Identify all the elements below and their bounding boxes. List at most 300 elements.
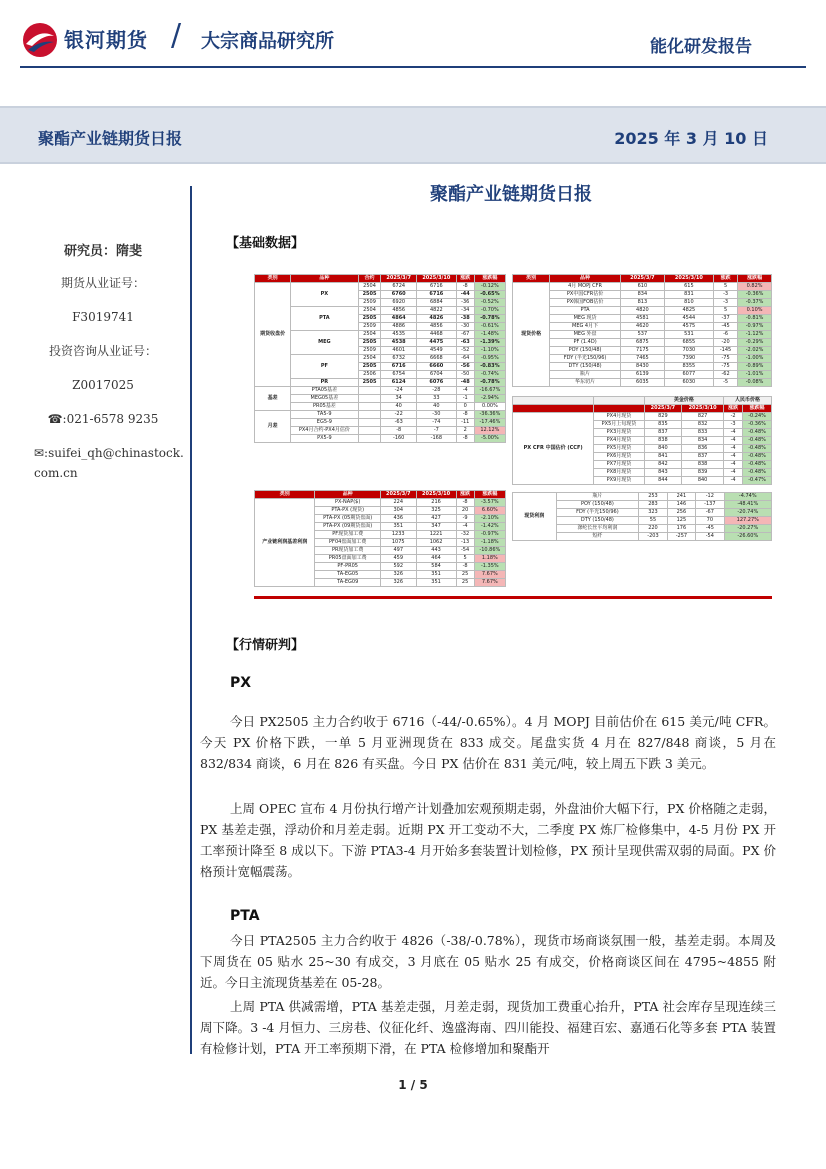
- pta-paragraph-2: 上周 PTA 供减需增，PTA 基差走强，月差走弱，现货加工费重心抬升，PTA 社会库存呈现连续三周下降。3 -4 月恒力、三房巷、仪征化纤、逸盛海南、四川能投、福建百宏、嘉通石化等多套 PTA 装置有检修计划，PTA 开工率预期下滑，在 PTA 检修增加和聚酯开: [200, 999, 776, 1056]
- analyst-name: 研究员：隋斐: [63, 244, 142, 259]
- futures-cell: -0.78%: [474, 379, 505, 387]
- margin-cell: PX-NAP($): [315, 499, 380, 507]
- spot-row: [513, 315, 772, 323]
- email-contact[interactable]: ✉:suifei_qh@chinastock.com.cn: [34, 446, 184, 480]
- margin-cell: 1221: [416, 531, 456, 539]
- margin-cell: PF04盘面加工费: [315, 539, 380, 547]
- px-cfr-cell: PX9月现货: [594, 477, 644, 485]
- px-heading: PX: [230, 675, 252, 691]
- spot-cell: MEG 4月下: [550, 323, 621, 331]
- spot-row: [513, 363, 772, 371]
- futures-cell: -0.83%: [474, 363, 505, 371]
- spot-cell: DTY (150/48): [550, 363, 621, 371]
- page-number: 1 / 5: [398, 1078, 428, 1092]
- futures-cell: -0.78%: [474, 315, 505, 323]
- table-header-cell: 品种: [315, 491, 380, 499]
- px-cfr-cell: 833: [682, 429, 724, 437]
- pta-heading: PTA: [230, 908, 260, 924]
- px-cfr-cell: -2: [724, 413, 743, 421]
- margin-cell: 592: [380, 563, 416, 571]
- month-spread-name: TA5-9: [291, 411, 359, 419]
- sidebar-divider: [190, 186, 192, 1054]
- px-cfr-cell: 838: [644, 437, 682, 445]
- spot-cell: 4620: [620, 323, 664, 331]
- px-cfr-header: [513, 405, 772, 413]
- futures-cell: 6920: [381, 299, 417, 307]
- month-spread-blank: [358, 419, 381, 427]
- futures-cell: -63: [456, 339, 474, 347]
- spot-margin-cell: -54: [696, 533, 724, 541]
- spot-cell: 4575: [664, 323, 713, 331]
- margin-cell: 7.67%: [474, 579, 505, 587]
- spot-margin-cell: 241: [667, 493, 695, 501]
- product-name: PX: [291, 283, 359, 307]
- futures-cell: 4856: [416, 323, 456, 331]
- px-cfr-header-cell: [594, 405, 644, 413]
- product-name: MEG: [291, 331, 359, 355]
- futures-cell: 4475: [416, 339, 456, 347]
- spot-cell: 6077: [664, 371, 713, 379]
- px-cfr-cell: 837: [644, 429, 682, 437]
- spot-cell: 537: [620, 331, 664, 339]
- futures-cell: 4886: [381, 323, 417, 331]
- px-cfr-cell: PX3月现货: [594, 429, 644, 437]
- spot-margin-table: [512, 492, 772, 541]
- margin-cell: -1.35%: [474, 563, 505, 571]
- section-analysis: 【行情研判】: [226, 638, 305, 653]
- spot-margin-cell: 125: [667, 517, 695, 525]
- spot-cell: 531: [664, 331, 713, 339]
- px-cfr-cell: 836: [682, 445, 724, 453]
- spot-cell: -45: [713, 323, 737, 331]
- futures-cell: 4822: [416, 307, 456, 315]
- pta-paragraph-1: 今日 PTA2505 主力合约收于 4826（-38/-0.78%），现货市场商谈氛围一般，基差走弱。本周及下周货在 05 贴水 25~30 有成交，3 月底在 05 贴水 25 有成交，价格商谈区间在 4795~4855 附近。今日主流现货基差在 05-28。: [200, 933, 776, 990]
- spread-cell: -24: [381, 387, 417, 395]
- page-header: [0, 0, 826, 104]
- px-cfr-header-cell: 涨跌幅: [743, 405, 772, 413]
- spot-row: [513, 339, 772, 347]
- futures-cell: 2506: [358, 371, 381, 379]
- futures-cell: 6732: [381, 355, 417, 363]
- futures-cell: 6668: [416, 355, 456, 363]
- px-cfr-cell: 838: [682, 461, 724, 469]
- futures-cell: 4538: [381, 339, 417, 347]
- px-cfr-cell: -0.36%: [743, 421, 772, 429]
- spot-cell: MEG 外盘: [550, 331, 621, 339]
- px-cfr-cell: -4: [724, 461, 743, 469]
- spot-cell: -145: [713, 347, 737, 355]
- futures-row: [255, 283, 506, 291]
- margin-cell: PF-PR05: [315, 563, 380, 571]
- futures-cell: 2505: [358, 379, 381, 387]
- margin-cell: PTA-PX (现货): [315, 507, 380, 515]
- spot-cell: 瓶片: [550, 371, 621, 379]
- cert-label: 期货从业证号：: [60, 276, 145, 290]
- futures-cell: -36: [456, 299, 474, 307]
- futures-cell: -48: [456, 379, 474, 387]
- spot-margin-row: [513, 493, 772, 501]
- px-cfr-header-cell: [513, 405, 594, 413]
- table-header-row: [255, 275, 506, 283]
- spot-cell: -0.81%: [738, 315, 772, 323]
- futures-cell: 2509: [358, 299, 381, 307]
- spot-cell: -0.29%: [738, 339, 772, 347]
- spot-cell: 8430: [620, 363, 664, 371]
- month-spread-cell: -8: [456, 411, 474, 419]
- month-spread-label: 月差: [255, 411, 291, 443]
- futures-cell: -0.70%: [474, 307, 505, 315]
- margin-cell: -13: [456, 539, 474, 547]
- margin-cell: 351: [416, 571, 456, 579]
- month-spread-cell: 2: [456, 427, 474, 435]
- month-spread-cell: -63: [381, 419, 417, 427]
- futures-cell: -1.10%: [474, 347, 505, 355]
- header-divider: /: [171, 18, 182, 53]
- px-cfr-cell: 835: [644, 421, 682, 429]
- spot-cell: 813: [620, 299, 664, 307]
- spot-margin-cell: -20.74%: [724, 509, 771, 517]
- margin-cell: 216: [416, 499, 456, 507]
- spot-cell: PX韩国FOB估价: [550, 299, 621, 307]
- spot-cell: -0.08%: [738, 379, 772, 387]
- spot-margin-cell: 瓶片: [556, 493, 639, 501]
- spot-cell: PTA: [550, 307, 621, 315]
- spot-cell: 615: [664, 283, 713, 291]
- month-spread-name: PX4月合约-PX4月估价: [291, 427, 359, 435]
- px-cfr-cell: 842: [644, 461, 682, 469]
- spot-margin-cell: -45: [696, 525, 724, 533]
- table-header-cell: 合约: [358, 275, 381, 283]
- table-bottom-rule: [254, 596, 772, 599]
- px-cfr-cell: -0.48%: [743, 429, 772, 437]
- table-header-cell: 涨跌幅: [474, 491, 505, 499]
- futures-cell: 6754: [381, 371, 417, 379]
- spot-cell: 610: [620, 283, 664, 291]
- px-cfr-usd-label: 美金价格: [644, 397, 723, 405]
- px-cfr-cell: 843: [644, 469, 682, 477]
- margin-cell: 326: [380, 579, 416, 587]
- futures-cell: 4856: [381, 307, 417, 315]
- margin-cell: -4: [456, 523, 474, 531]
- spot-cell: -0.36%: [738, 291, 772, 299]
- table-header-cell: 涨跌幅: [474, 275, 505, 283]
- px-cfr-cell: -0.48%: [743, 445, 772, 453]
- margin-cell: 1075: [380, 539, 416, 547]
- month-spread-cell: -8: [456, 435, 474, 443]
- spot-row: [513, 347, 772, 355]
- analyst-sidebar: [20, 240, 186, 497]
- spot-cell: 834: [620, 291, 664, 299]
- margin-cell: 347: [416, 523, 456, 531]
- spread-cell: 34: [381, 395, 417, 403]
- spot-group-label: 现货价格: [513, 283, 550, 387]
- spread-cell: -1: [456, 395, 474, 403]
- table-header-cell: 涨跌: [713, 275, 737, 283]
- futures-row: [255, 331, 506, 339]
- spot-margin-cell: -20.27%: [724, 525, 771, 533]
- month-spread-row: [255, 435, 506, 443]
- spot-row: [513, 323, 772, 331]
- table-header-cell: 2025/3/10: [416, 491, 456, 499]
- band-title: 聚酯产业链期货日报: [38, 129, 183, 148]
- margin-cell: 443: [416, 547, 456, 555]
- margin-cell: 1062: [416, 539, 456, 547]
- futures-group-label: 期货收盘价: [255, 283, 291, 387]
- margin-cell: 224: [380, 499, 416, 507]
- futures-cell: 4826: [416, 315, 456, 323]
- spot-cell: 5: [713, 283, 737, 291]
- margin-cell: -0.97%: [474, 531, 505, 539]
- spot-cell: POY (150/48): [550, 347, 621, 355]
- futures-price-table: [254, 274, 506, 443]
- futures-cell: -38: [456, 315, 474, 323]
- spot-cell: 0.82%: [738, 283, 772, 291]
- spot-cell: FDY (半光150/96): [550, 355, 621, 363]
- table-header-cell: 2025/3/10: [664, 275, 713, 283]
- futures-cell: -30: [456, 323, 474, 331]
- margin-cell: -1.18%: [474, 539, 505, 547]
- spot-row: [513, 307, 772, 315]
- futures-row: [255, 307, 506, 315]
- month-spread-row: [255, 411, 506, 419]
- futures-cell: 4468: [416, 331, 456, 339]
- spot-cell: -5: [713, 379, 737, 387]
- spot-cell: -1.12%: [738, 331, 772, 339]
- margin-cell: 6.60%: [474, 507, 505, 515]
- brand-name: 银河期货: [64, 28, 148, 52]
- futures-cell: 2505: [358, 315, 381, 323]
- px-paragraph-2: 上周 OPEC 宣布 4 月份执行增产计划叠加宏观预期走弱，外盘油价大幅下行，PX 价格随之走弱，PX 基差走强，浮动价和月差走弱。近期 PX 开工变动不大，二季度 PX 炼厂检修集中，4-5 月份 PX 开工率预计降至 8 成以下。下游 PTA3-4 月开始多套装置计划检修，PX 预计呈现供需双弱的局面。PX 价格预计宽幅震荡。: [200, 801, 776, 879]
- px-cfr-cell: PX8月现货: [594, 469, 644, 477]
- month-spread-cell: -30: [416, 411, 456, 419]
- spread-name: MEG05基差: [291, 395, 359, 403]
- table-header-cell: 类别: [513, 275, 550, 283]
- spot-cell: 831: [664, 291, 713, 299]
- futures-cell: 6124: [381, 379, 417, 387]
- spot-cell: -37: [713, 315, 737, 323]
- futures-cell: 4601: [381, 347, 417, 355]
- spot-margin-cell: POY (150/48): [556, 501, 639, 509]
- galaxy-logo-icon: [22, 22, 58, 58]
- futures-cell: 2505: [358, 339, 381, 347]
- table-header-cell: 类别: [255, 275, 291, 283]
- spot-cell: PX中国CFR估价: [550, 291, 621, 299]
- spot-margin-cell: FDY (半光150/96): [556, 509, 639, 517]
- spot-margin-cell: -4.74%: [724, 493, 771, 501]
- spot-margin-cell: -26.60%: [724, 533, 771, 541]
- invest-cert-number: Z0017025: [72, 378, 134, 392]
- spread-cell: 40: [381, 403, 417, 411]
- spot-cell: 0.10%: [738, 307, 772, 315]
- margin-cell: 325: [416, 507, 456, 515]
- spot-margin-group-label: 现货利润: [513, 493, 557, 541]
- spot-cell: 华东切片: [550, 379, 621, 387]
- spot-margin-cell: -203: [639, 533, 667, 541]
- futures-cell: 6704: [416, 371, 456, 379]
- px-cfr-cell: PX4月现货: [594, 437, 644, 445]
- phone-contact: ☎:021-6578 9235: [47, 412, 159, 426]
- futures-cell: -67: [456, 331, 474, 339]
- month-spread-row: [255, 419, 506, 427]
- futures-cell: -0.61%: [474, 323, 505, 331]
- spot-margin-cell: 323: [639, 509, 667, 517]
- spot-cell: -75: [713, 355, 737, 363]
- month-spread-blank: [358, 411, 381, 419]
- futures-cell: 2505: [358, 291, 381, 299]
- spot-cell: -3: [713, 291, 737, 299]
- margin-cell: 7.67%: [474, 571, 505, 579]
- futures-cell: 2504: [358, 307, 381, 315]
- px-cfr-rmb-label: 人民币价格: [724, 397, 772, 405]
- spot-row: [513, 299, 772, 307]
- futures-cell: 2504: [358, 283, 381, 291]
- px-paragraph-1: 今日 PX2505 主力合约收于 6716（-44/-0.65%）。4 月 MOPJ 目前估价在 615 美元/吨 CFR。今天 PX 价格下跌，一单 5 月亚洲现货在 833 成交。尾盘实货 4 月在 827/848 商谈，5 月在 832/834 商谈，6 月在 826 有买盘。今日 PX 估价在 831 美元/吨，较上周五下跌 3 美元。: [200, 714, 776, 771]
- spot-row: [513, 355, 772, 363]
- futures-cell: 4535: [381, 331, 417, 339]
- spot-row: [513, 371, 772, 379]
- futures-cell: -64: [456, 355, 474, 363]
- spot-cell: 5: [713, 307, 737, 315]
- spot-cell: -20: [713, 339, 737, 347]
- margin-cell: PF现货加工费: [315, 531, 380, 539]
- px-cfr-cell: -4: [724, 429, 743, 437]
- px-cfr-cell: -4: [724, 437, 743, 445]
- month-spread-name: EG5-9: [291, 419, 359, 427]
- px-cfr-header-cell: 涨跌: [724, 405, 743, 413]
- px-cfr-cell: -0.48%: [743, 469, 772, 477]
- report-type: 能化研发报告: [650, 37, 752, 57]
- px-cfr-cell: -3: [724, 421, 743, 429]
- margin-cell: 351: [416, 579, 456, 587]
- basic-data-tables: [254, 270, 772, 606]
- section-basic-data: 【基础数据】: [226, 236, 305, 251]
- margin-cell: 351: [380, 523, 416, 531]
- spot-margin-cell: 220: [639, 525, 667, 533]
- spread-cell: -2.94%: [474, 395, 505, 403]
- px-cfr-blank: [594, 397, 644, 405]
- month-spread-cell: -168: [416, 435, 456, 443]
- table-header-cell: 类别: [255, 491, 315, 499]
- month-spread-cell: -160: [381, 435, 417, 443]
- invest-cert-label: 投资咨询从业证号：: [48, 344, 157, 358]
- month-spread-cell: -5.00%: [474, 435, 505, 443]
- px-cfr-cell: 827: [682, 413, 724, 421]
- spot-cell: 6875: [620, 339, 664, 347]
- margin-cell: -1.42%: [474, 523, 505, 531]
- spot-margin-cell: 283: [639, 501, 667, 509]
- margin-cell: TA-EG09: [315, 579, 380, 587]
- px-cfr-cell: -0.48%: [743, 461, 772, 469]
- px-cfr-cell: PX4月现货: [594, 413, 644, 421]
- margin-cell: 25: [456, 571, 474, 579]
- month-spread-cell: -8: [381, 427, 417, 435]
- spread-cell: 0.00%: [474, 403, 505, 411]
- spot-margin-cell: -67: [696, 509, 724, 517]
- table-header-cell: 品种: [550, 275, 621, 283]
- margin-cell: 584: [416, 563, 456, 571]
- spread-cell: 0: [456, 403, 474, 411]
- futures-cell: 4549: [416, 347, 456, 355]
- px-cfr-cell: PX5月上旬现货: [594, 421, 644, 429]
- futures-cell: -0.65%: [474, 291, 505, 299]
- px-cfr-cell: -0.48%: [743, 437, 772, 445]
- px-cfr-cell: 844: [644, 477, 682, 485]
- margin-row: [255, 499, 506, 507]
- table-header-cell: 涨跌幅: [738, 275, 772, 283]
- futures-cell: 6760: [381, 291, 417, 299]
- product-name: PR: [291, 379, 359, 387]
- spread-cell: 40: [416, 403, 456, 411]
- spot-margin-cell: 涤纶长丝平均利润: [556, 525, 639, 533]
- px-cfr-cell: 829: [644, 413, 682, 421]
- px-cfr-cell: 840: [644, 445, 682, 453]
- futures-cell: -0.12%: [474, 283, 505, 291]
- month-spread-blank: [358, 427, 381, 435]
- spread-blank: [358, 403, 381, 411]
- spot-row: [513, 379, 772, 387]
- spot-cell: 4544: [664, 315, 713, 323]
- spot-cell: 6139: [620, 371, 664, 379]
- futures-cell: 2509: [358, 347, 381, 355]
- margin-cell: 5: [456, 555, 474, 563]
- px-cfr-cell: 837: [682, 453, 724, 461]
- month-spread-cell: -22: [381, 411, 417, 419]
- month-spread-cell: -36.36%: [474, 411, 505, 419]
- month-spread-blank: [358, 435, 381, 443]
- margin-cell: -8: [456, 499, 474, 507]
- margin-cell: PR现货加工费: [315, 547, 380, 555]
- margin-cell: -9: [456, 515, 474, 523]
- futures-cell: 6076: [416, 379, 456, 387]
- px-cfr-cell: 834: [682, 437, 724, 445]
- futures-cell: -8: [456, 283, 474, 291]
- spot-cell: -75: [713, 363, 737, 371]
- futures-cell: 6884: [416, 299, 456, 307]
- margin-cell: -32: [456, 531, 474, 539]
- px-cfr-cell: 841: [644, 453, 682, 461]
- table-header-cell: 涨跌: [456, 491, 474, 499]
- futures-cell: 2504: [358, 331, 381, 339]
- spot-cell: 810: [664, 299, 713, 307]
- px-cfr-subhead: [513, 397, 772, 405]
- futures-cell: -52: [456, 347, 474, 355]
- px-cfr-cell: -0.24%: [743, 413, 772, 421]
- futures-cell: 2504: [358, 355, 381, 363]
- margin-cell: 459: [380, 555, 416, 563]
- institute-name: 大宗商品研究所: [201, 30, 335, 52]
- spot-cell: 7175: [620, 347, 664, 355]
- futures-row: [255, 379, 506, 387]
- futures-cell: -50: [456, 371, 474, 379]
- spot-cell: 7030: [664, 347, 713, 355]
- px-cfr-cell: -4: [724, 477, 743, 485]
- margin-cell: 304: [380, 507, 416, 515]
- spot-row: [513, 283, 772, 291]
- spot-cell: -0.89%: [738, 363, 772, 371]
- px-cfr-cell: -0.47%: [743, 477, 772, 485]
- px-cfr-cell: 840: [682, 477, 724, 485]
- margin-cell: -8: [456, 563, 474, 571]
- product-name: PTA: [291, 307, 359, 331]
- header-rule: [20, 66, 806, 68]
- spot-cell: 7465: [620, 355, 664, 363]
- spot-cell: -0.97%: [738, 323, 772, 331]
- month-spread-cell: -74: [416, 419, 456, 427]
- spread-row: [255, 403, 506, 411]
- spot-cell: 4825: [664, 307, 713, 315]
- month-spread-cell: -11: [456, 419, 474, 427]
- spot-cell: 6035: [620, 379, 664, 387]
